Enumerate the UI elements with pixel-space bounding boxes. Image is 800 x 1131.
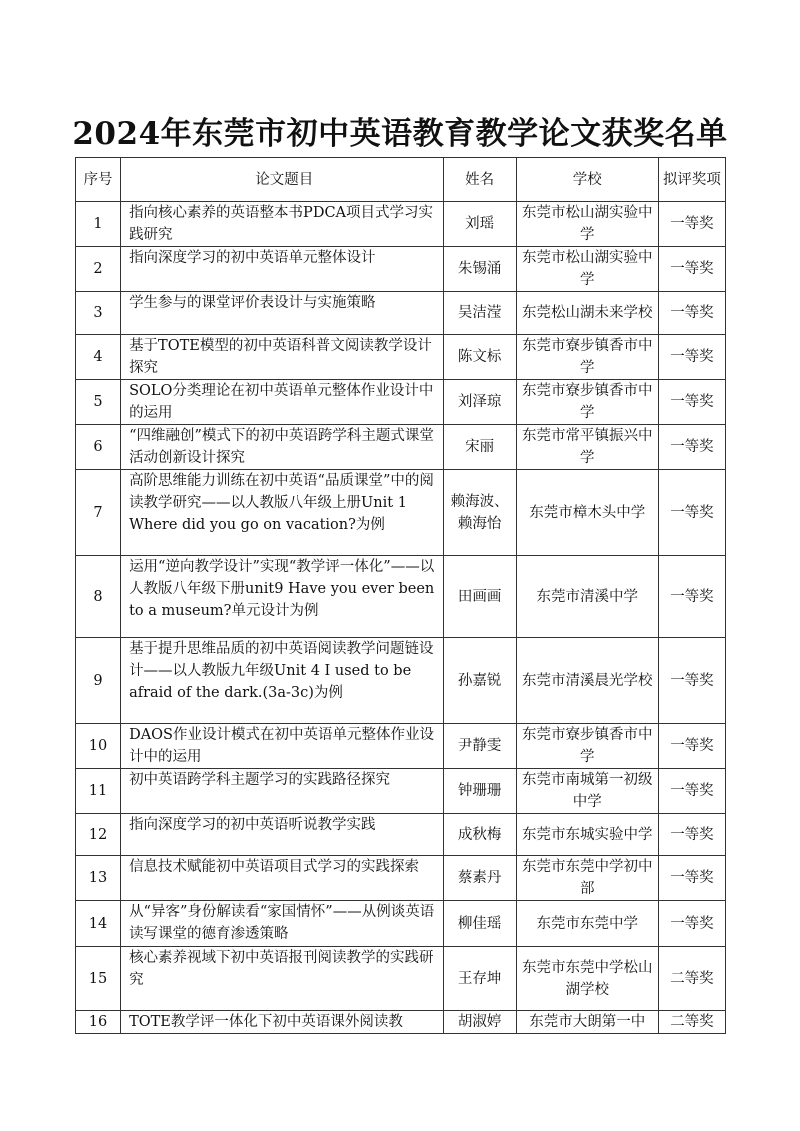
row-paper-title: SOLO分类理论在初中英语单元整体作业设计中的运用 bbox=[121, 380, 443, 425]
row-school: 东莞市东莞中学 bbox=[516, 901, 658, 947]
row-school: 东莞市东城实验中学 bbox=[516, 814, 658, 856]
row-paper-title: 学生参与的课堂评价表设计与实施策略 bbox=[121, 292, 443, 335]
row-no: 4 bbox=[76, 335, 121, 380]
row-author-name: 成秋梅 bbox=[443, 814, 516, 856]
row-paper-title: 指向核心素养的英语整本书PDCA项目式学习实践研究 bbox=[121, 202, 443, 247]
row-author-name: 王存坤 bbox=[443, 947, 516, 1011]
row-school: 东莞市南城第一初级中学 bbox=[516, 769, 658, 814]
row-no: 14 bbox=[76, 901, 121, 947]
row-no: 16 bbox=[76, 1011, 121, 1034]
row-school: 东莞市寮步镇香市中学 bbox=[516, 335, 658, 380]
row-no: 6 bbox=[76, 425, 121, 470]
row-no: 3 bbox=[76, 292, 121, 335]
row-author-name: 胡淑婷 bbox=[443, 1011, 516, 1034]
row-author-name: 柳佳瑶 bbox=[443, 901, 516, 947]
table-row bbox=[76, 724, 726, 769]
row-paper-title: 从“异客”身份解读看“家国情怀”——从例谈英语读写课堂的德育渗透策略 bbox=[121, 901, 443, 947]
row-paper-title: 核心素养视域下初中英语报刊阅读教学的实践研究 bbox=[121, 947, 443, 1011]
row-paper-title: 运用“逆向教学设计”实现“教学评一体化”——以人教版八年级下册unit9 Have you ever been to a museum?单元设计为例 bbox=[121, 556, 443, 638]
row-no: 5 bbox=[76, 380, 121, 425]
header-award: 拟评奖项 bbox=[658, 158, 725, 202]
row-author-name: 刘泽琼 bbox=[443, 380, 516, 425]
row-author-name: 朱锡涌 bbox=[443, 247, 516, 292]
row-author-name: 赖海波、赖海怡 bbox=[443, 470, 516, 556]
table-row bbox=[76, 638, 726, 724]
header-name: 姓名 bbox=[443, 158, 516, 202]
header-no: 序号 bbox=[76, 158, 121, 202]
row-author-name: 田画画 bbox=[443, 556, 516, 638]
row-award: 一等奖 bbox=[658, 380, 725, 425]
row-author-name: 陈文标 bbox=[443, 335, 516, 380]
row-paper-title: 高阶思维能力训练在初中英语“品质课堂”中的阅读教学研究——以人教版八年级上册Unit 1 Where did you go on vacation?为例 bbox=[121, 470, 443, 556]
row-award: 一等奖 bbox=[658, 856, 725, 901]
table-row bbox=[76, 202, 726, 247]
row-no: 1 bbox=[76, 202, 121, 247]
table-row bbox=[76, 470, 726, 556]
row-award: 一等奖 bbox=[658, 724, 725, 769]
table-row bbox=[76, 335, 726, 380]
row-no: 12 bbox=[76, 814, 121, 856]
row-school: 东莞市清溪中学 bbox=[516, 556, 658, 638]
row-school: 东莞市寮步镇香市中学 bbox=[516, 380, 658, 425]
row-no: 2 bbox=[76, 247, 121, 292]
row-award: 二等奖 bbox=[658, 947, 725, 1011]
row-paper-title: “四维融创”模式下的初中英语跨学科主题式课堂活动创新设计探究 bbox=[121, 425, 443, 470]
table-row bbox=[76, 856, 726, 901]
row-author-name: 孙嘉锐 bbox=[443, 638, 516, 724]
row-paper-title: 基于提升思维品质的初中英语阅读教学问题链设计——以人教版九年级Unit 4 I used to be afraid of the dark.(3a-3c)为例 bbox=[121, 638, 443, 724]
table-row bbox=[76, 292, 726, 335]
table-row bbox=[76, 901, 726, 947]
header-paper-title: 论文题目 bbox=[121, 158, 443, 202]
row-award: 一等奖 bbox=[658, 202, 725, 247]
row-school: 东莞市常平镇振兴中学 bbox=[516, 425, 658, 470]
row-award: 一等奖 bbox=[658, 814, 725, 856]
table-row bbox=[76, 425, 726, 470]
row-no: 7 bbox=[76, 470, 121, 556]
row-award: 一等奖 bbox=[658, 769, 725, 814]
row-paper-title: 信息技术赋能初中英语项目式学习的实践探索 bbox=[121, 856, 443, 901]
table-row bbox=[76, 380, 726, 425]
row-no: 10 bbox=[76, 724, 121, 769]
row-award: 一等奖 bbox=[658, 247, 725, 292]
row-school: 东莞松山湖未来学校 bbox=[516, 292, 658, 335]
table-row bbox=[76, 1011, 726, 1034]
row-award: 一等奖 bbox=[658, 638, 725, 724]
table-row bbox=[76, 556, 726, 638]
row-author-name: 宋丽 bbox=[443, 425, 516, 470]
row-school: 东莞市东莞中学初中部 bbox=[516, 856, 658, 901]
row-no: 13 bbox=[76, 856, 121, 901]
row-paper-title: TOTE教学评一体化下初中英语课外阅读教 bbox=[121, 1011, 443, 1034]
row-award: 一等奖 bbox=[658, 556, 725, 638]
table-header-row bbox=[76, 158, 726, 202]
row-no: 9 bbox=[76, 638, 121, 724]
row-award: 一等奖 bbox=[658, 470, 725, 556]
row-author-name: 钟珊珊 bbox=[443, 769, 516, 814]
row-school: 东莞市松山湖实验中学 bbox=[516, 202, 658, 247]
table-row bbox=[76, 247, 726, 292]
row-school: 东莞市大朗第一中 bbox=[516, 1011, 658, 1034]
row-author-name: 尹静雯 bbox=[443, 724, 516, 769]
row-paper-title: 指向深度学习的初中英语单元整体设计 bbox=[121, 247, 443, 292]
row-school: 东莞市松山湖实验中学 bbox=[516, 247, 658, 292]
row-paper-title: 基于TOTE模型的初中英语科普文阅读教学设计探究 bbox=[121, 335, 443, 380]
row-author-name: 吴洁滢 bbox=[443, 292, 516, 335]
row-author-name: 刘瑶 bbox=[443, 202, 516, 247]
award-table bbox=[75, 157, 726, 1034]
header-school: 学校 bbox=[516, 158, 658, 202]
table-row bbox=[76, 947, 726, 1011]
row-award: 一等奖 bbox=[658, 335, 725, 380]
row-paper-title: DAOS作业设计模式在初中英语单元整体作业设计中的运用 bbox=[121, 724, 443, 769]
document-title: 2024年东莞市初中英语教育教学论文获奖名单 bbox=[72, 116, 728, 152]
row-school: 东莞市寮步镇香市中学 bbox=[516, 724, 658, 769]
row-paper-title: 初中英语跨学科主题学习的实践路径探究 bbox=[121, 769, 443, 814]
row-award: 一等奖 bbox=[658, 901, 725, 947]
row-school: 东莞市东莞中学松山湖学校 bbox=[516, 947, 658, 1011]
table-row bbox=[76, 769, 726, 814]
row-author-name: 蔡素丹 bbox=[443, 856, 516, 901]
row-school: 东莞市清溪晨光学校 bbox=[516, 638, 658, 724]
row-award: 一等奖 bbox=[658, 425, 725, 470]
row-award: 二等奖 bbox=[658, 1011, 725, 1034]
table-row bbox=[76, 814, 726, 856]
row-no: 11 bbox=[76, 769, 121, 814]
row-school: 东莞市樟木头中学 bbox=[516, 470, 658, 556]
row-no: 15 bbox=[76, 947, 121, 1011]
row-award: 一等奖 bbox=[658, 292, 725, 335]
row-no: 8 bbox=[76, 556, 121, 638]
row-paper-title: 指向深度学习的初中英语听说教学实践 bbox=[121, 814, 443, 856]
